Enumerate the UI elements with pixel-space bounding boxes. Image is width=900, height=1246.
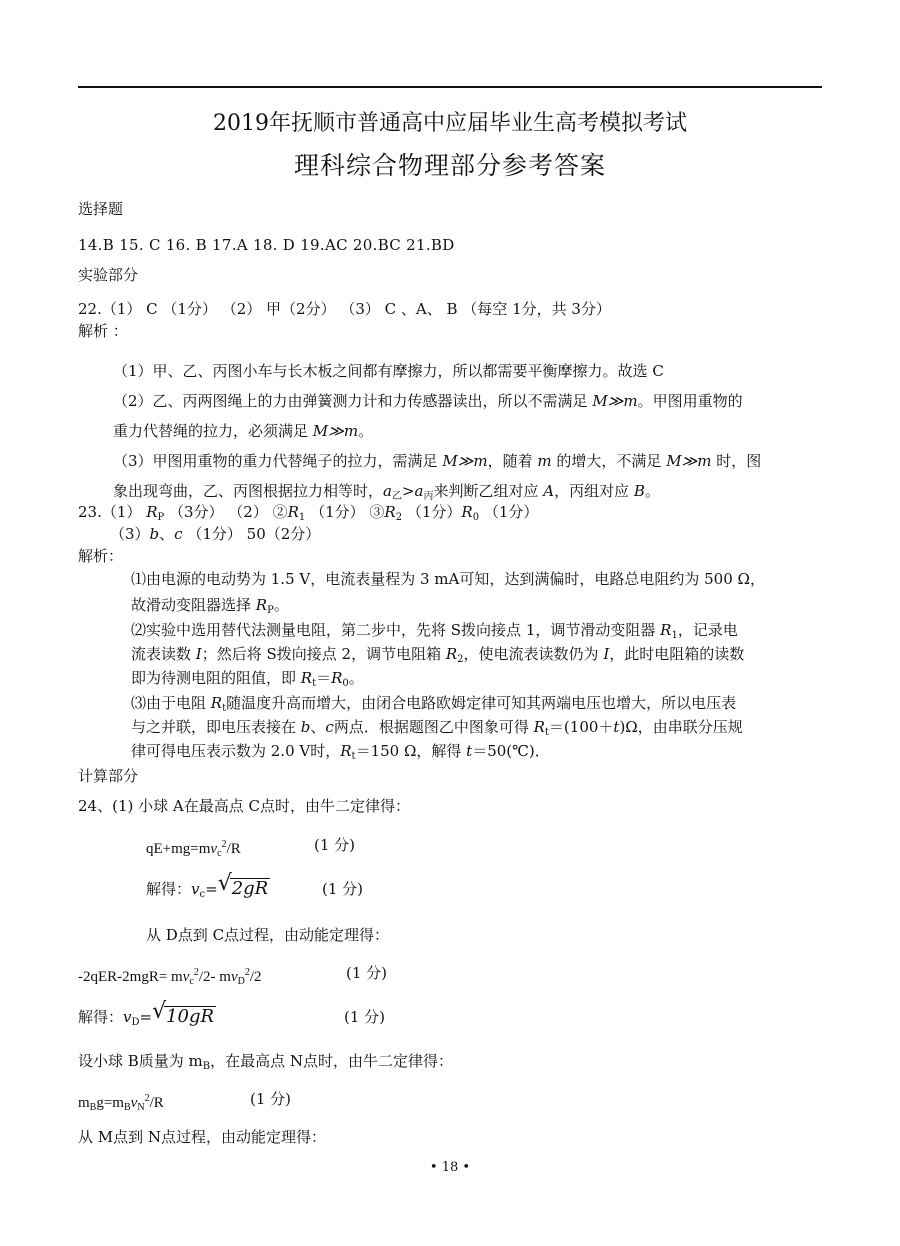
q24-eq3: [78, 962, 262, 993]
q24-eq5: [78, 1088, 164, 1119]
formula: R: [461, 503, 473, 521]
formula: >: [401, 482, 415, 500]
text: /R: [149, 1095, 164, 1111]
subscript: c: [199, 889, 206, 900]
subscript: c: [189, 976, 194, 987]
formula: M≫m: [442, 452, 488, 470]
formula: v: [210, 841, 218, 857]
formula: R: [287, 503, 299, 521]
q24-eq4-score: (1 分): [344, 1008, 386, 1026]
sqrt-symbol: [218, 878, 271, 900]
sqrt-content: 2gR: [231, 878, 269, 899]
q23-para1-line2: [131, 594, 289, 622]
text: （1分） 50（2分）: [187, 525, 321, 543]
q24-line4: 从 D点到 C点过程，由动能定理得：: [146, 926, 390, 944]
superscript: 2: [193, 967, 199, 978]
text: （3分） （2） ②: [169, 503, 288, 521]
formula: v: [191, 880, 200, 898]
text: -2qER-2mgR= m: [78, 969, 183, 985]
subscript: D: [131, 1017, 140, 1028]
formula: t: [613, 718, 620, 736]
text: （3）甲图用重物的重力代替绳子的拉力，需满足: [113, 452, 443, 470]
text: （1分）: [483, 503, 539, 521]
subscript: 2: [457, 654, 464, 665]
text: 的增大，不满足: [551, 452, 667, 470]
text: 律可得电压表示数为 2.0 V时，: [131, 742, 341, 760]
formula: a: [414, 482, 424, 500]
formula: R: [255, 596, 268, 614]
subscript: 丙: [423, 491, 434, 502]
sqrt-symbol: [152, 1006, 216, 1028]
text: 23.（1）: [78, 503, 142, 521]
text: 。甲图用重物的: [637, 392, 743, 410]
sqrt-content: 10gR: [166, 1006, 215, 1027]
formula: I: [603, 645, 610, 663]
text: 即为待测电阻的阻值，即: [131, 669, 301, 687]
text: 、: [159, 525, 175, 543]
formula: v: [123, 1008, 132, 1026]
q22-answer: 22.（1） C （1分） （2） 甲（2分） （3） C 、A、 B （每空 1分，共 3分）: [78, 300, 611, 318]
section-choice: 选择题: [78, 200, 124, 218]
formula: R: [146, 503, 158, 521]
q24-eq2-score: (1 分): [322, 880, 364, 898]
q22-jiexi: 解析 ：: [78, 322, 128, 340]
subscript: 0: [342, 678, 349, 689]
text: （1分） ③: [310, 503, 385, 521]
q22-para1: （1）甲、乙、丙图小车与长木板之间都有摩擦力，所以都需要平衡摩擦力。故选 C: [113, 362, 664, 380]
text: /2: [249, 969, 262, 985]
formula: R: [533, 718, 545, 736]
formula: R: [445, 645, 458, 663]
formula: c: [325, 718, 334, 736]
q24-line9: 从 M点到 N点过程，由动能定理得：: [78, 1128, 327, 1146]
text: 。: [358, 422, 374, 440]
page-title: 2019年抚顺市普通高中应届毕业生高考模拟考试: [213, 111, 687, 136]
text: 设小球 B质量为 m: [78, 1052, 203, 1070]
q22-para2-line2: [113, 420, 373, 442]
formula: R: [660, 621, 672, 639]
q24-eq5-score: (1 分): [250, 1090, 292, 1108]
text: 两点．根据题图乙中图象可得: [333, 718, 534, 736]
subscript: B: [123, 1102, 131, 1113]
text: （1分）: [406, 503, 462, 521]
choice-answers: 14.B 15. C 16. B 17.A 18. D 19.AC 20.BC 21.BD: [78, 236, 455, 254]
q24-eq4: [78, 1006, 216, 1034]
formula: M≫m: [312, 422, 359, 440]
text: 解得：: [146, 880, 192, 898]
q24-eq1: [146, 834, 241, 865]
text: （3）: [110, 525, 150, 543]
text: g=m: [96, 1095, 124, 1111]
text: ＝(100＋: [548, 718, 614, 736]
subscript: 乙: [391, 491, 402, 502]
text: ＝50(℃)．: [472, 742, 550, 760]
text: =: [139, 1008, 153, 1026]
text: 。: [348, 669, 364, 687]
q23-para3-line3: [131, 740, 550, 768]
formula: m: [537, 452, 552, 470]
subscript: 2: [395, 512, 403, 523]
formula: I: [195, 645, 202, 663]
text: m: [78, 1095, 90, 1111]
text: ，记录电: [677, 621, 738, 639]
subscript: t: [312, 678, 317, 689]
formula: b: [149, 525, 160, 543]
text: /2- m: [198, 969, 231, 985]
subscript: B: [202, 1061, 211, 1072]
formula: a: [383, 482, 392, 500]
top-rule: [78, 86, 822, 88]
text: 解得：: [78, 1008, 124, 1026]
text: ，随着: [487, 452, 538, 470]
text: 重力代替绳的拉力，必须满足: [113, 422, 313, 440]
superscript: 2: [244, 967, 250, 978]
page-subtitle: 理科综合物理部分参考答案: [293, 151, 606, 180]
q23-answer-line2: [110, 523, 320, 545]
text: 。: [273, 596, 289, 614]
text: 与之并联，即电压表接在: [131, 718, 301, 736]
text: 、: [310, 718, 326, 736]
q24-eq1-score: (1 分): [314, 836, 356, 854]
text: ，此时电阻箱的读数: [609, 645, 745, 663]
text: ⑶由于电阻: [131, 694, 211, 712]
text: ，丙组对应: [554, 482, 634, 500]
subscript: 1: [671, 630, 678, 641]
subscript: c: [217, 848, 222, 859]
q24-line7: [78, 1050, 453, 1078]
text: ，在最高点 N点时，由牛二定律得：: [210, 1052, 454, 1070]
subscript: N: [137, 1102, 145, 1113]
text: 来判断乙组对应: [433, 482, 544, 500]
q24-line1: 24、(1) 小球 A在最高点 C点时，由牛二定律得：: [78, 797, 410, 815]
formula: B: [633, 482, 645, 500]
formula: v: [130, 1095, 138, 1111]
section-calc: 计算部分: [78, 767, 139, 785]
formula: R: [340, 742, 352, 760]
text: 故滑动变阻器选择: [131, 596, 256, 614]
text: ，使电流表读数仍为: [463, 645, 604, 663]
text: （2）乙、丙两图绳上的力由弹簧测力计和力传感器读出，所以不需满足: [113, 392, 593, 410]
text: 流表读数: [131, 645, 196, 663]
q22-para2-line1: [113, 390, 743, 412]
q23-para2-line3: [131, 667, 364, 695]
text: ；然后将 S拨向接点 2，调节电阻箱: [201, 645, 446, 663]
subscript: t: [222, 703, 227, 714]
text: =: [205, 880, 218, 898]
text: )Ω，由串联分压规: [619, 718, 743, 736]
text: 时，图: [711, 452, 762, 470]
formula: b: [300, 718, 311, 736]
formula: A: [543, 482, 555, 500]
superscript: 2: [221, 839, 227, 850]
q22-para3-line1: [113, 450, 761, 472]
q23-para1-line1: ⑴由电源的电动势为 1.5 V，电流表量程为 3 mA可知，达到满偏时，电路总电阻约为 500 Ω，: [131, 570, 765, 588]
subscript: B: [89, 1102, 97, 1113]
text: qE+mg=m: [146, 841, 211, 857]
formula: R: [210, 694, 223, 712]
q24-eq2: [146, 878, 270, 906]
formula: R: [384, 503, 396, 521]
q23-jiexi: 解析：: [78, 547, 124, 565]
text: 随温度升高而增大，由闭合电路欧姆定律可知其两端电压也增大，所以电压表: [226, 694, 737, 712]
subscript: 1: [298, 512, 306, 523]
section-experiment: 实验部分: [78, 266, 139, 284]
subscript: 0: [472, 512, 480, 523]
subscript: t: [544, 727, 549, 738]
subscript: D: [237, 976, 245, 987]
text: 。: [644, 482, 660, 500]
subscript: t: [351, 751, 356, 762]
formula: v: [230, 969, 238, 985]
text: 象出现弯曲，乙、丙图根据拉力相等时，: [113, 482, 384, 500]
superscript: 2: [144, 1093, 150, 1104]
text: ＝150 Ω，解得: [355, 742, 467, 760]
subscript: P: [157, 512, 165, 523]
page-number: • 18 •: [429, 1160, 471, 1175]
formula: v: [182, 969, 190, 985]
text: /R: [226, 841, 241, 857]
formula: M≫m: [592, 392, 638, 410]
formula: ＝: [316, 669, 332, 687]
subscript: P: [267, 605, 274, 616]
formula: R: [300, 669, 313, 687]
formula: M≫m: [666, 452, 712, 470]
formula: c: [174, 525, 183, 543]
formula: R: [331, 669, 343, 687]
q24-eq3-score: (1 分): [346, 964, 388, 982]
formula: t: [466, 742, 473, 760]
text: ⑵实验中选用替代法测量电阻，第二步中，先将 S拨向接点 1，调节滑动变阻器: [131, 621, 661, 639]
